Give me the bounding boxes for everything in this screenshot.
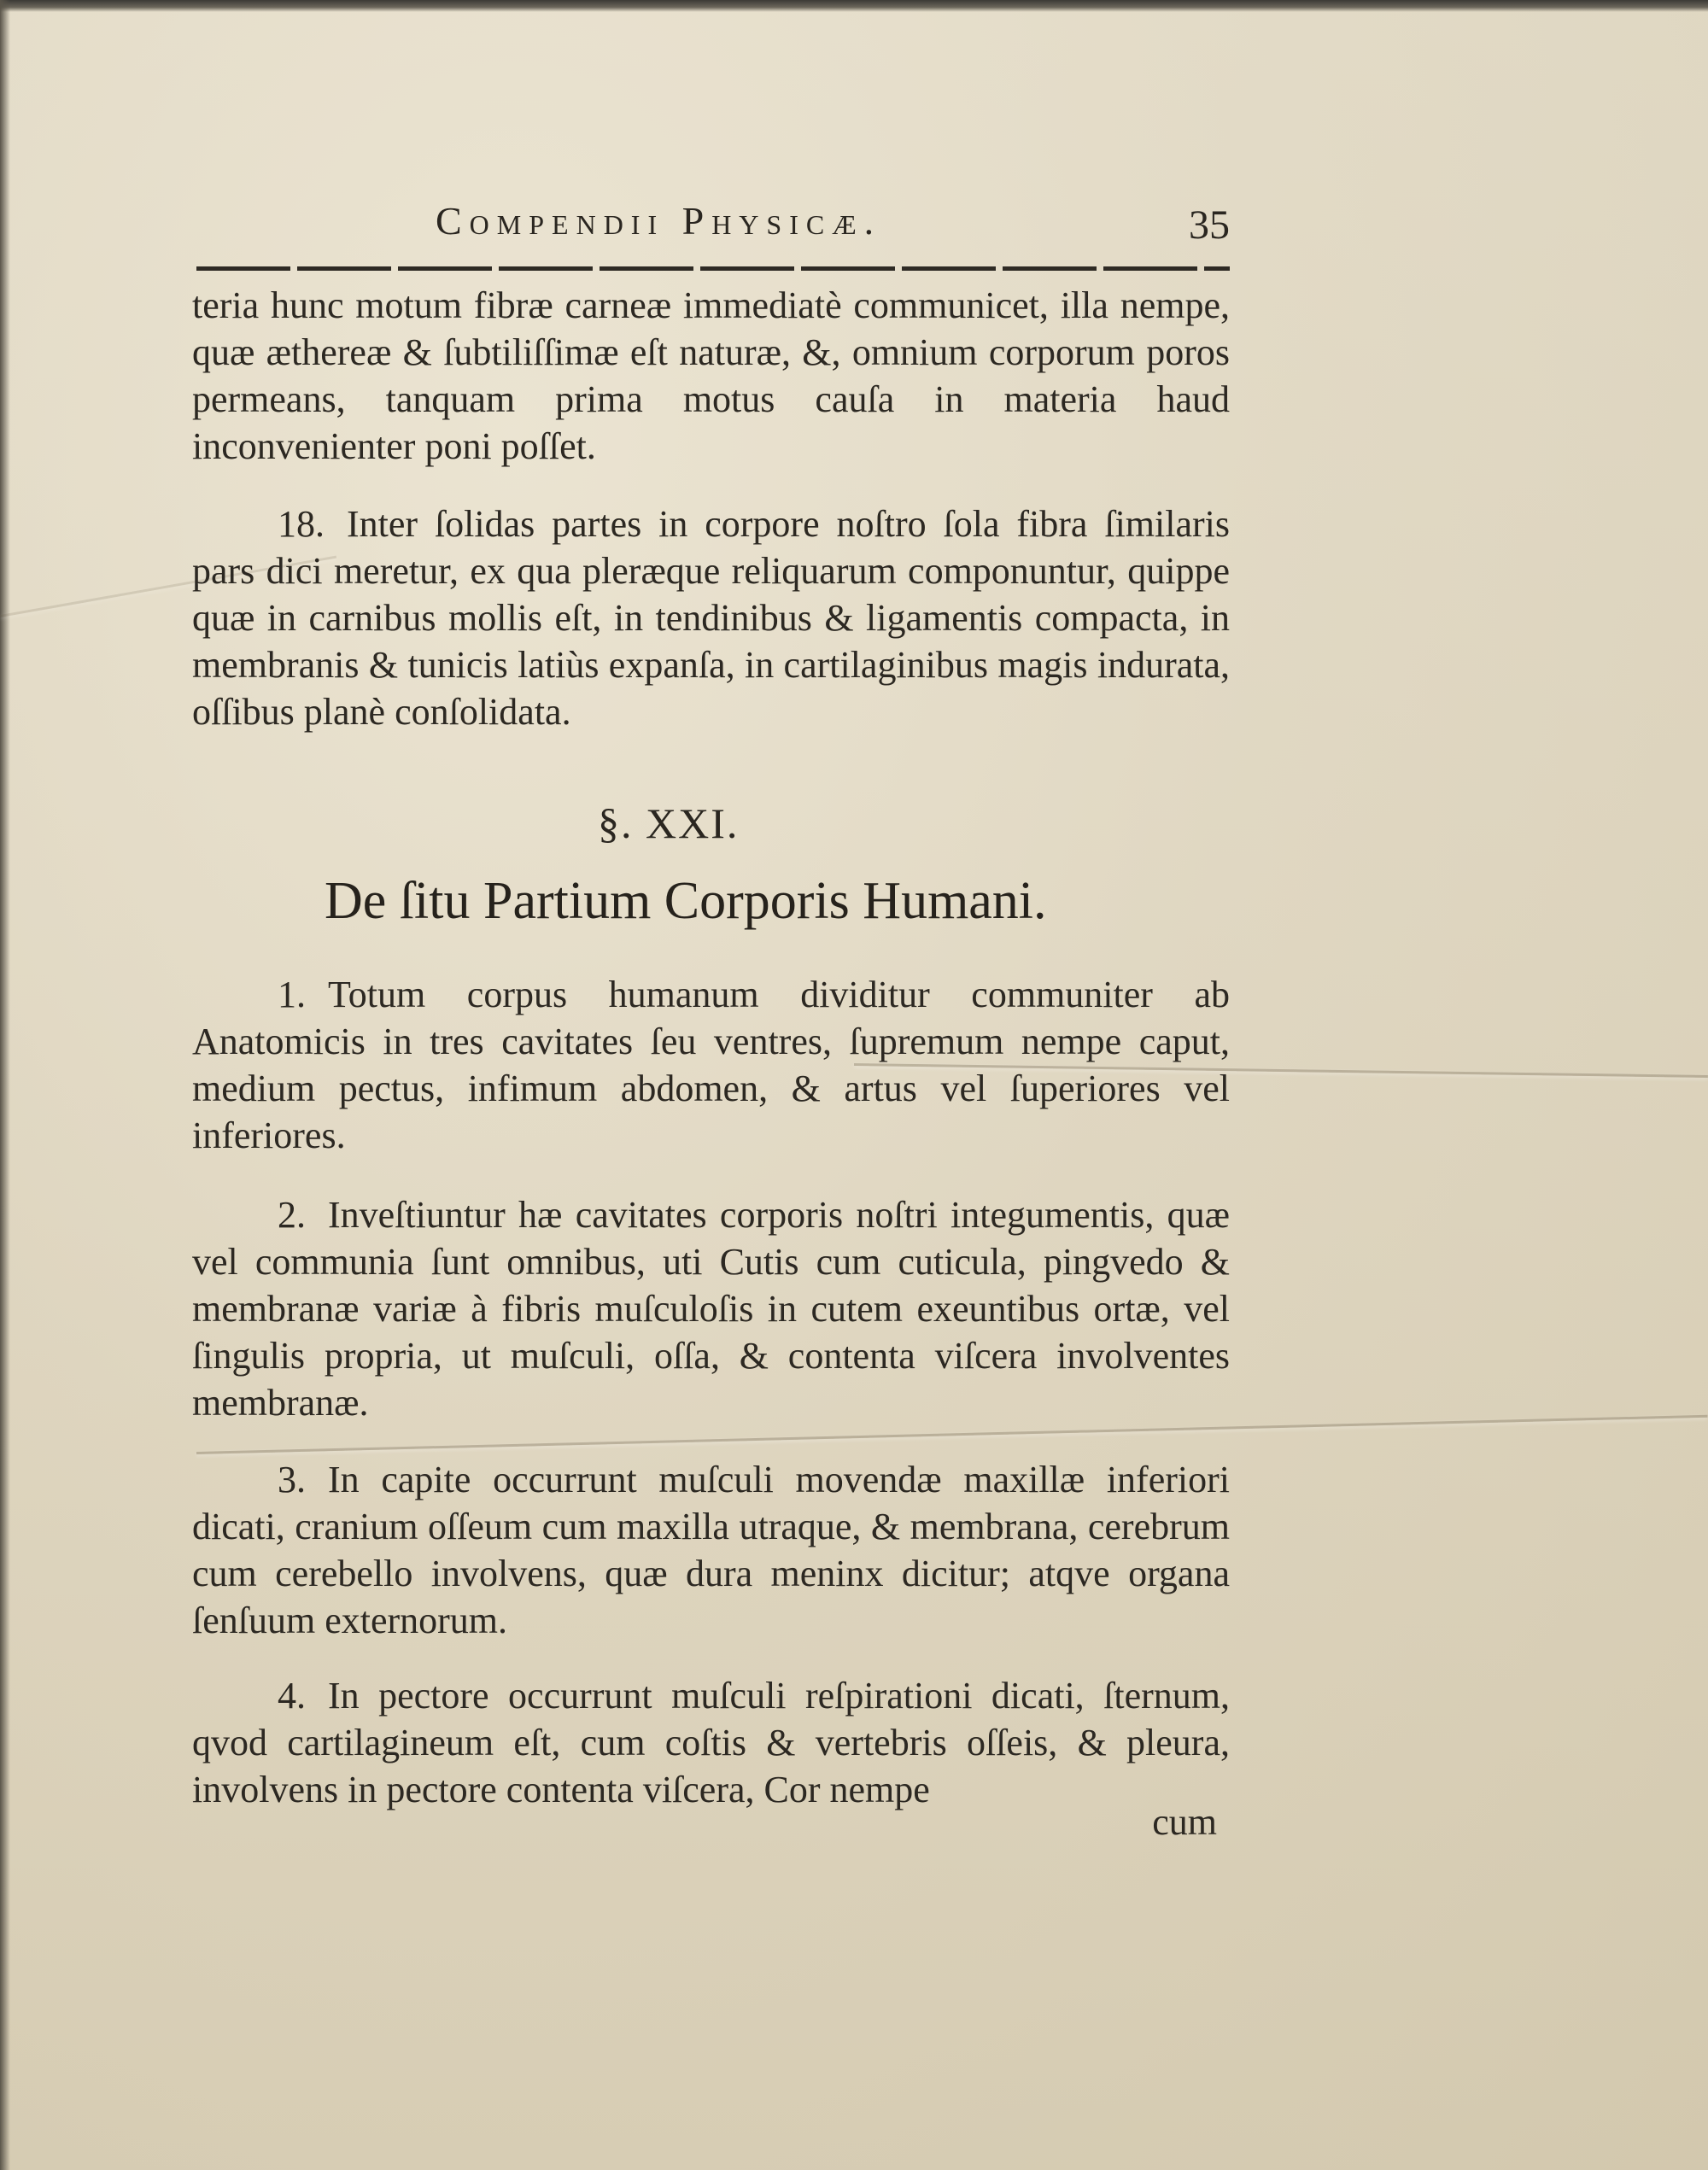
page-header	[436, 198, 1247, 249]
section-title: De ſitu Partium Corporis Humani.	[325, 872, 1047, 930]
running-title: Compendii Physicæ.	[436, 199, 882, 243]
paragraph-18	[192, 500, 1230, 735]
paragraph-number: 1.	[278, 974, 306, 1015]
paragraph-text: teria hunc motum fibræ carneæ immediatè communicet, illa nempe, quæ æthereæ & ſubtiliſſimæ eſt naturæ, &, omnium corporum poros permeans, tanquam prima motus cauſa in materia haud inconvenienter poni poſſet.	[192, 284, 1230, 467]
paragraph-1	[192, 971, 1230, 1159]
catchword: cum	[1152, 1801, 1217, 1843]
paragraph-2	[192, 1191, 1230, 1426]
header-rule	[196, 266, 1230, 271]
paragraph-text: Inter ſolidas partes in corpore noſtro ſola fibra ſimilaris pars dici meretur, ex qua pleræque reliquarum componuntur, quippe quæ in carnibus mollis eſt, in tendinibus & ligamentis compacta, in membranis & tunicis latiùs expanſa, in cartilaginibus magis indurata, oſſibus planè conſolidata.	[192, 503, 1230, 733]
paragraph-4	[192, 1672, 1230, 1813]
paragraph-text: Totum corpus humanum dividitur communiter ab Anatomicis in tres cavitates ſeu ventres, ſupremum nempe caput, medium pectus, infimum abdomen, & artus vel ſuperiores vel inferiores.	[192, 974, 1230, 1156]
paragraph-number: 18.	[278, 503, 325, 545]
paragraph-number: 3.	[278, 1459, 306, 1500]
paragraph-3	[192, 1456, 1230, 1644]
paragraph-continuation	[192, 282, 1230, 470]
page-top-shadow	[0, 0, 1708, 12]
paragraph-number: 2.	[278, 1194, 306, 1236]
paragraph-text: Inveſtiuntur hæ cavitates corporis noſtri integumentis, quæ vel communia ſunt omnibus, uti Cutis cum cuticula, pingvedo & membranæ variæ à fibris muſculoſis in cutem exeuntibus ortæ, vel ſingulis propria, ut muſculi, oſſa, & contenta viſcera involventes membranæ.	[192, 1194, 1230, 1424]
paragraph-text: In capite occurrunt muſculi movendæ maxillæ inferiori dicati, cranium oſſeum cum maxilla utraque, & membrana, cerebrum cum cerebello involvens, quæ dura meninx dicitur; atqve organa ſenſuum externorum.	[192, 1459, 1230, 1641]
page-left-shadow	[0, 0, 10, 2170]
section-mark: §. XXI.	[598, 799, 740, 847]
page-number: 35	[1189, 202, 1230, 248]
paragraph-number: 4.	[278, 1675, 306, 1717]
paragraph-text: In pectore occurrunt muſculi reſpirationi dicati, ſternum, qvod cartilagineum eſt, cum coſtis & vertebris oſſeis, & pleura, involvens in pectore contenta viſcera, Cor nempe	[192, 1675, 1230, 1810]
